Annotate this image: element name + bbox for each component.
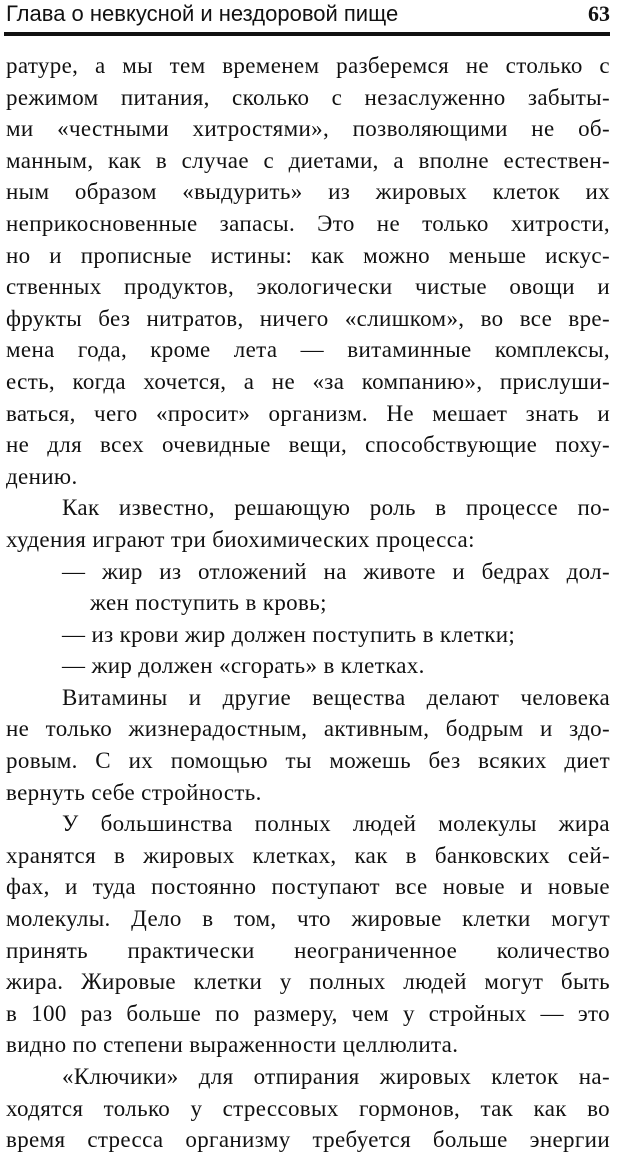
text-line: неприкосновенные запасы. Это не только хитрости, bbox=[6, 210, 610, 236]
text-line: видно по степени выраженности целлюлита. bbox=[6, 1032, 459, 1058]
text-line: ным образом «выдурить» из жировых клеток их bbox=[6, 179, 610, 205]
text-line: дению. bbox=[6, 463, 78, 489]
header-rule bbox=[4, 32, 610, 36]
text-line: «Ключики» для отпирания жировых клеток на- bbox=[62, 1064, 610, 1089]
body-text bbox=[6, 50, 610, 1156]
text-line: есть, когда хочется, а не «за компанию», прислуши- bbox=[6, 368, 610, 394]
text-line: хранятся в жировых клетках, как в банковских сей- bbox=[6, 842, 610, 868]
text-line: манным, как в случае с диетами, а вполне естествен- bbox=[6, 147, 610, 173]
text-line: ровым. С их помощью ты можешь без всяких диет bbox=[6, 748, 610, 774]
text-line: жен поступить в кровь; bbox=[90, 590, 327, 616]
text-line: не для всех очевидные вещи, способствующие поху- bbox=[6, 432, 610, 458]
text-line: ратуре, а мы тем временем разберемся не столько с bbox=[6, 53, 610, 78]
text-line: время стресса организму требуется больше энергии bbox=[6, 1127, 610, 1153]
text-line: жира. Жировые клетки у полных людей могут быть bbox=[6, 969, 610, 995]
running-head bbox=[6, 0, 610, 30]
text-line: Витамины и другие вещества делают человека bbox=[62, 684, 610, 710]
text-line: У большинства полных людей молекулы жира bbox=[62, 811, 610, 837]
text-line: фрукты без нитратов, ничего «слишком», во все вре- bbox=[6, 305, 610, 331]
text-line: но и прописные истины: как можно меньше искус- bbox=[6, 242, 610, 268]
text-line: ваться, чего «просит» организм. Не мешает знать и bbox=[6, 400, 610, 426]
chapter-title: Глава о невкусной и нездоровой пище bbox=[6, 1, 399, 26]
text-line: — жир из отложений на животе и бедрах дол- bbox=[62, 558, 610, 584]
text-line: ми «честными хитростями», позволяющими не об- bbox=[6, 116, 610, 142]
text-line: режимом питания, сколько с незаслуженно забыты- bbox=[6, 84, 610, 110]
text-line: — жир должен «сгорать» в клетках. bbox=[62, 653, 425, 679]
text-line: в 100 раз больше по размеру, чем у стройных — это bbox=[6, 1000, 610, 1026]
page-number: 63 bbox=[588, 1, 610, 26]
text-line: ственных продуктов, экологически чистые овощи и bbox=[6, 274, 610, 300]
text-line: вернуть себе стройность. bbox=[6, 779, 262, 805]
text-line: ходятся только у стрессовых гормонов, так как во bbox=[6, 1095, 610, 1121]
text-line: мена года, кроме лета — витаминные комплексы, bbox=[6, 337, 610, 363]
text-line: фах, и туда постоянно поступают все новые и новые bbox=[6, 874, 610, 900]
text-line: принять практически неограниченное количество bbox=[6, 937, 610, 963]
text-line: не только жизнерадостным, активным, бодрым и здо- bbox=[6, 716, 610, 742]
text-line: молекулы. Дело в том, что жировые клетки могут bbox=[6, 906, 610, 932]
text-line: Как известно, решающую роль в процессе по- bbox=[62, 495, 610, 521]
text-line: — из крови жир должен поступить в клетки; bbox=[62, 621, 516, 647]
text-line: худения играют три биохимических процесса: bbox=[6, 526, 475, 552]
